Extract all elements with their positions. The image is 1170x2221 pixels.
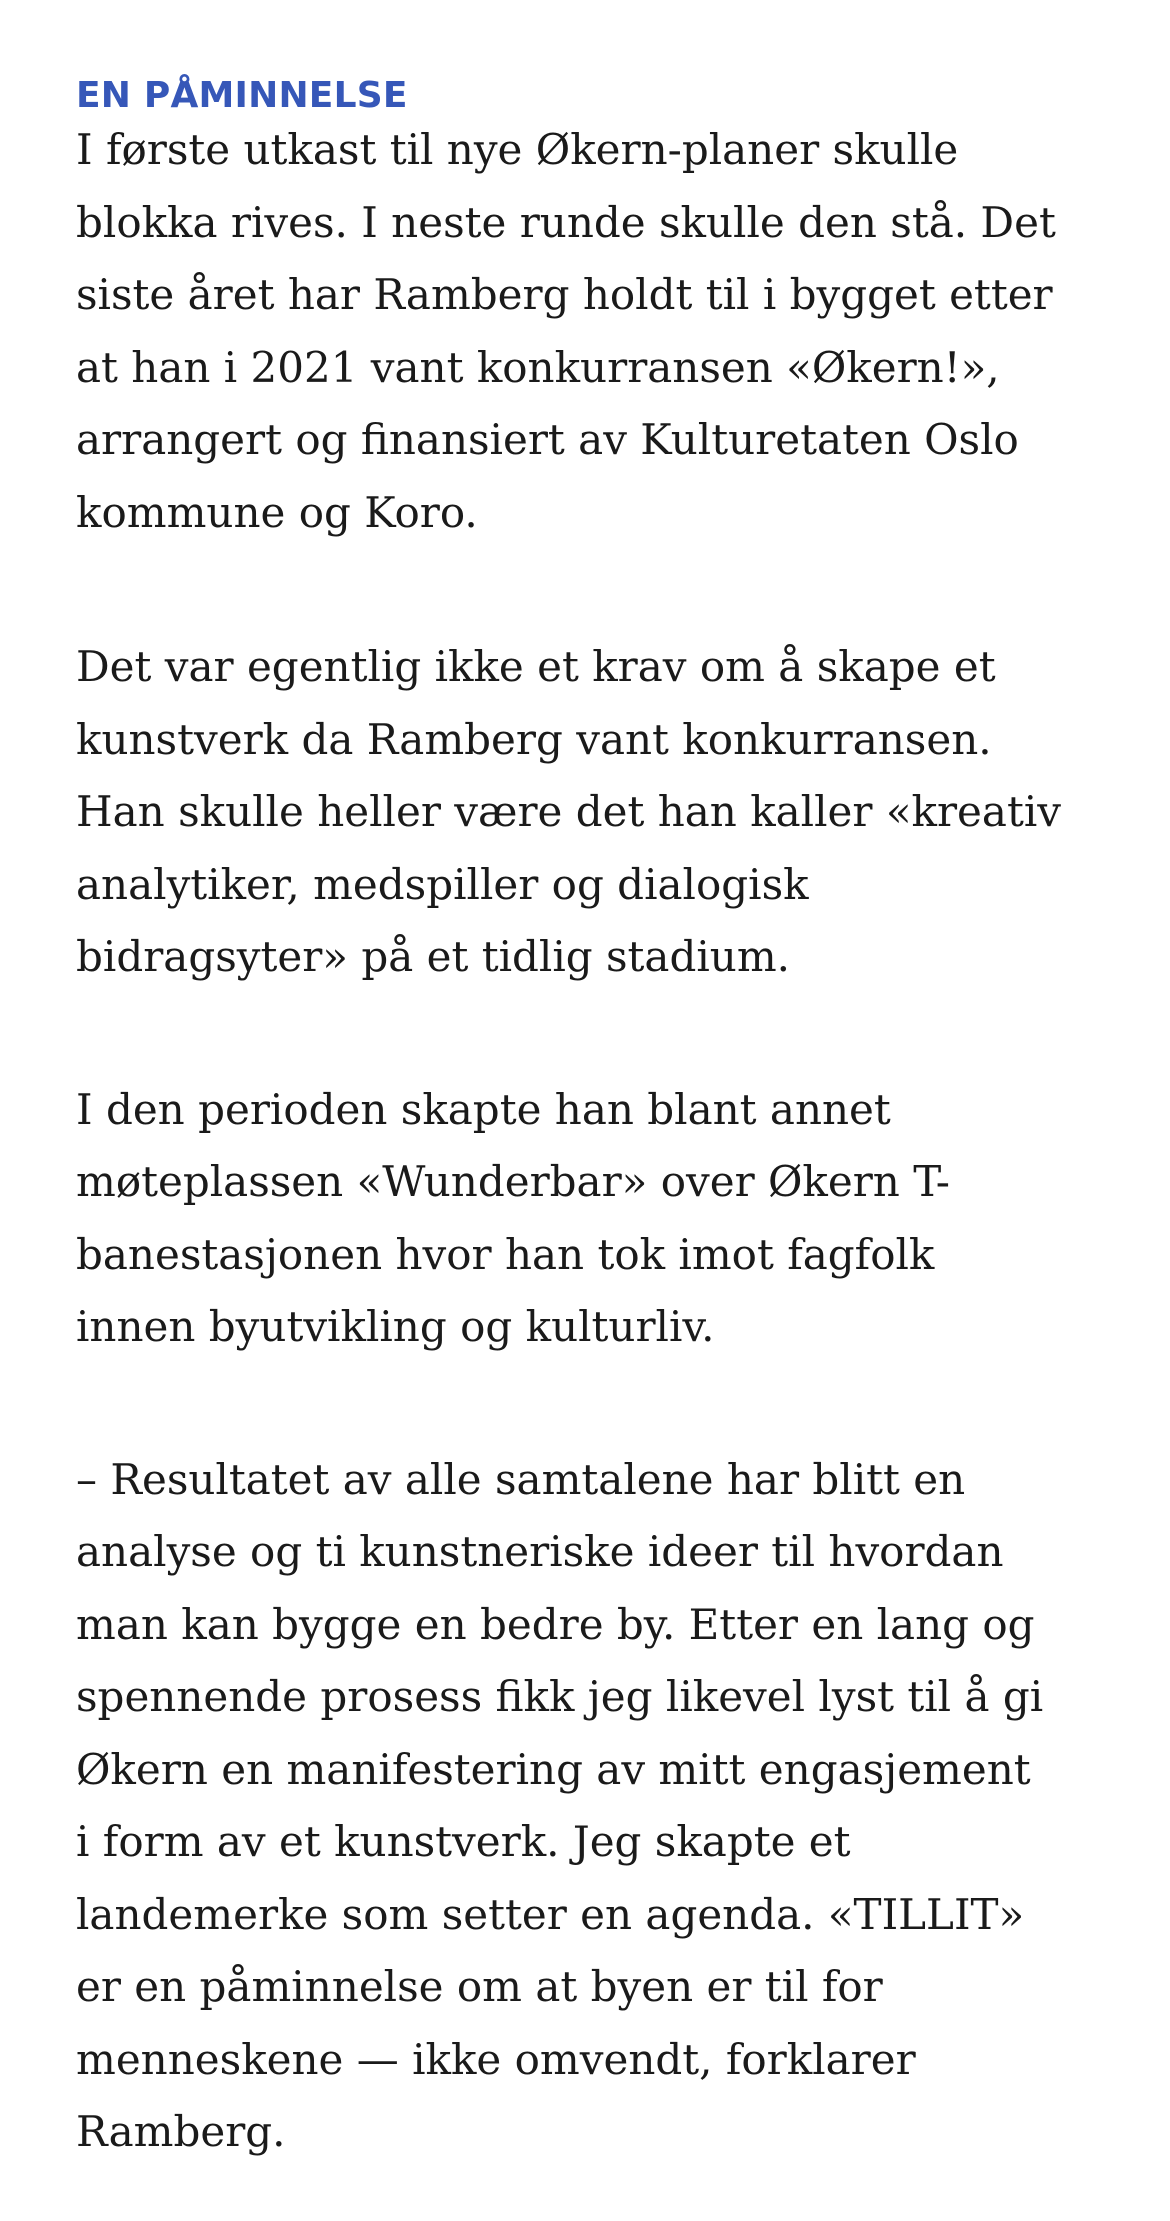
- paragraph-1: [76, 114, 1116, 549]
- paragraph-line: er en påminnelse om at byen er til for: [76, 1962, 883, 2011]
- paragraph-line: Ramberg.: [76, 2107, 286, 2156]
- paragraph-line: – Resultatet av alle samtalene har blitt en: [76, 1454, 966, 1504]
- paragraph-line: blokka rives. I neste runde skulle den stå. Det: [76, 197, 1056, 247]
- article-body: [76, 72, 1116, 2169]
- paragraph-line: menneskene — ikke omvendt, forklarer: [76, 2034, 916, 2084]
- paragraph-line: man kan bygge en bedre by. Etter en lang og: [76, 1599, 1035, 1649]
- paragraph-line: arrangert og finansiert av Kulturetaten Oslo: [76, 415, 1019, 464]
- paragraph-line: I første utkast til nye Økern-planer skulle: [76, 125, 959, 174]
- paragraph-line: innen byutvikling og kulturliv.: [76, 1302, 715, 1351]
- paragraph-line: analyse og ti kunstneriske ideer til hvordan: [76, 1527, 1004, 1576]
- paragraph-line: bidragsyter» på et tidlig stadium.: [76, 932, 791, 981]
- paragraph-4-quote: [76, 1444, 1116, 2169]
- paragraph-line: møteplassen «Wunderbar» over Økern T-: [76, 1157, 951, 1206]
- paragraph-line: spennende prosess fikk jeg likevel lyst til å gi: [76, 1672, 1044, 1721]
- paragraph-line: kommune og Koro.: [76, 487, 478, 537]
- paragraph-line: analytiker, medspiller og dialogisk: [76, 859, 809, 909]
- paragraph-line: Økern en manifestering av mitt engasjement: [76, 1744, 1031, 1794]
- paragraph-3: [76, 1074, 1116, 1364]
- paragraph-line: landemerke som setter en agenda. «TILLIT»: [76, 1889, 1025, 1939]
- paragraph-line: siste året har Ramberg holdt til i bygget etter: [76, 270, 1053, 319]
- paragraph-line: I den perioden skapte han blant annet: [76, 1084, 891, 1134]
- section-kicker: EN PÅMINNELSE: [76, 75, 408, 116]
- paragraph-line: i form av et kunstverk. Jeg skapte et: [76, 1817, 851, 1866]
- paragraph-line: kunstverk da Ramberg vant konkurransen.: [76, 714, 992, 764]
- paragraph-line: Det var egentlig ikke et krav om å skape et: [76, 642, 996, 691]
- paragraph-line: at han i 2021 vant konkurransen «Økern!»,: [76, 342, 1000, 392]
- paragraph-line: Han skulle heller være det han kaller «kreativ: [76, 787, 1061, 836]
- paragraph-2: [76, 631, 1116, 994]
- paragraph-line: banestasjonen hvor han tok imot fagfolk: [76, 1229, 935, 1279]
